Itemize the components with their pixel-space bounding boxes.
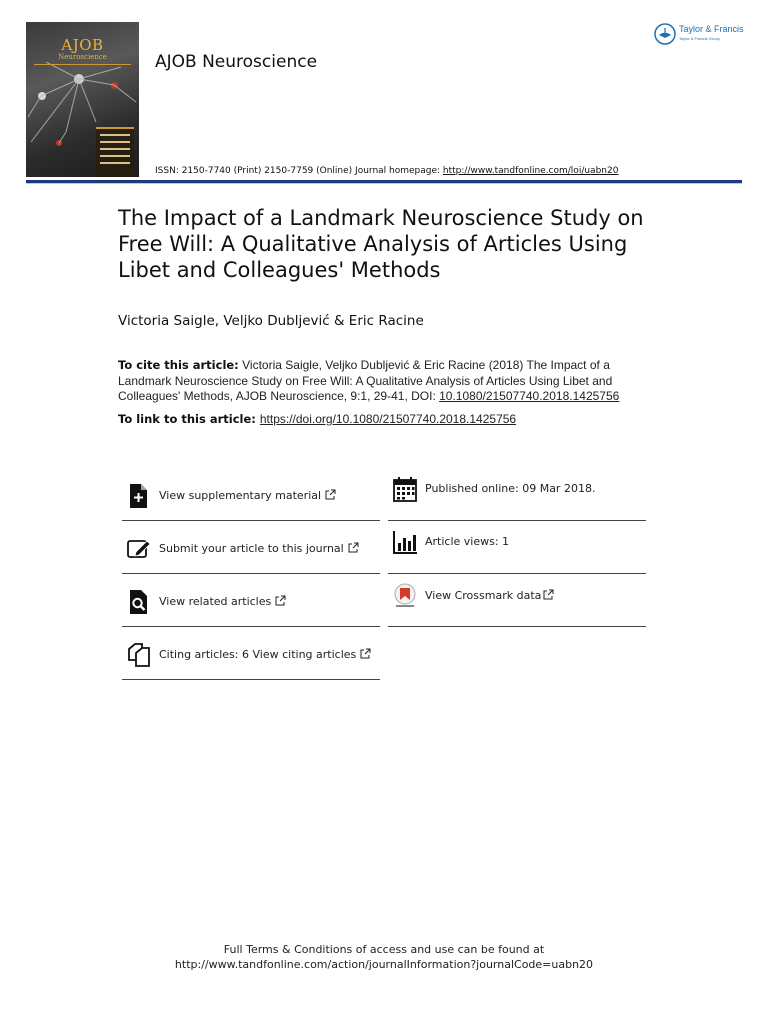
external-link-icon xyxy=(325,489,336,500)
publisher-group: Taylor & Francis Group xyxy=(679,36,720,41)
submit-article-link[interactable] xyxy=(122,522,380,574)
citing-articles-label: Citing articles: 6 View citing articles xyxy=(159,648,357,661)
article-views-label: Article views: 1 xyxy=(425,535,510,548)
external-link-icon xyxy=(348,542,359,553)
footer-terms-text: Full Terms & Conditions of access and use can be found at xyxy=(223,943,545,956)
calendar-icon xyxy=(392,476,418,502)
footer-terms-url[interactable]: http://www.tandfonline.com/action/journalInformation?journalCode=uabn20 xyxy=(174,958,594,971)
journal-name: AJOB Neuroscience xyxy=(155,52,318,72)
article-link-line xyxy=(118,412,516,426)
footer-terms xyxy=(0,942,768,972)
citation-block xyxy=(118,358,648,405)
crossmark-icon xyxy=(392,583,418,609)
citation-text: Victoria Saigle, Veljko Dubljević & Eric Racine (2018) The Impact of a Landmark Neuroscience Study on Free Will: A Qualitative Analysis of Articles Using Libet and Colleagues' Methods, AJOB Neuroscience, 9:1, 29-41, DOI: xyxy=(118,358,613,403)
supplementary-material-link[interactable] xyxy=(122,469,380,521)
submit-article-label: Submit your article to this journal xyxy=(159,542,344,555)
article-authors: Victoria Saigle, Veljko Dubljević & Eric Racine xyxy=(118,313,424,329)
edit-pencil-icon xyxy=(126,536,152,562)
journal-cover xyxy=(26,22,139,177)
cover-contents-box xyxy=(96,127,134,177)
article-link-label: To link to this article: xyxy=(118,412,256,426)
journal-homepage-link[interactable]: http://www.tandfonline.com/loi/uabn20 xyxy=(442,166,619,176)
external-link-icon xyxy=(275,595,286,606)
publisher-logo-icon xyxy=(654,23,676,45)
issn-line xyxy=(155,166,618,176)
bar-chart-icon xyxy=(392,529,418,555)
publisher-logo[interactable] xyxy=(654,22,746,46)
crossmark-link[interactable] xyxy=(388,575,646,627)
article-views-info xyxy=(388,522,646,574)
related-articles-label: View related articles xyxy=(159,595,272,608)
cover-title: AJOB xyxy=(61,36,104,54)
supplementary-file-icon xyxy=(126,483,152,509)
published-online-label: Published online: 09 Mar 2018. xyxy=(425,482,596,495)
external-link-icon xyxy=(543,589,554,600)
related-articles-link[interactable] xyxy=(122,575,380,627)
cover-subtitle: Neuroscience xyxy=(58,53,107,61)
article-doi-link[interactable]: https://doi.org/10.1080/21507740.2018.1425756 xyxy=(259,412,517,426)
published-online-info xyxy=(388,469,646,521)
citation-label: To cite this article: xyxy=(118,358,239,372)
issn-text: ISSN: 2150-7740 (Print) 2150-7759 (Online) Journal homepage: xyxy=(155,166,443,176)
search-document-icon xyxy=(126,589,152,615)
citing-articles-link[interactable] xyxy=(122,628,380,680)
publisher-name: Taylor & Francis xyxy=(679,24,744,34)
citing-documents-icon xyxy=(126,642,152,668)
crossmark-label: View Crossmark data xyxy=(425,589,542,602)
supplementary-material-label: View supplementary material xyxy=(159,489,322,502)
external-link-icon xyxy=(360,648,371,659)
article-title: The Impact of a Landmark Neuroscience Study on Free Will: A Qualitative Analysis of Articles Using Libet and Colleagues' Methods xyxy=(118,206,644,282)
citation-doi-link[interactable]: 10.1080/21507740.2018.1425756 xyxy=(439,389,620,403)
